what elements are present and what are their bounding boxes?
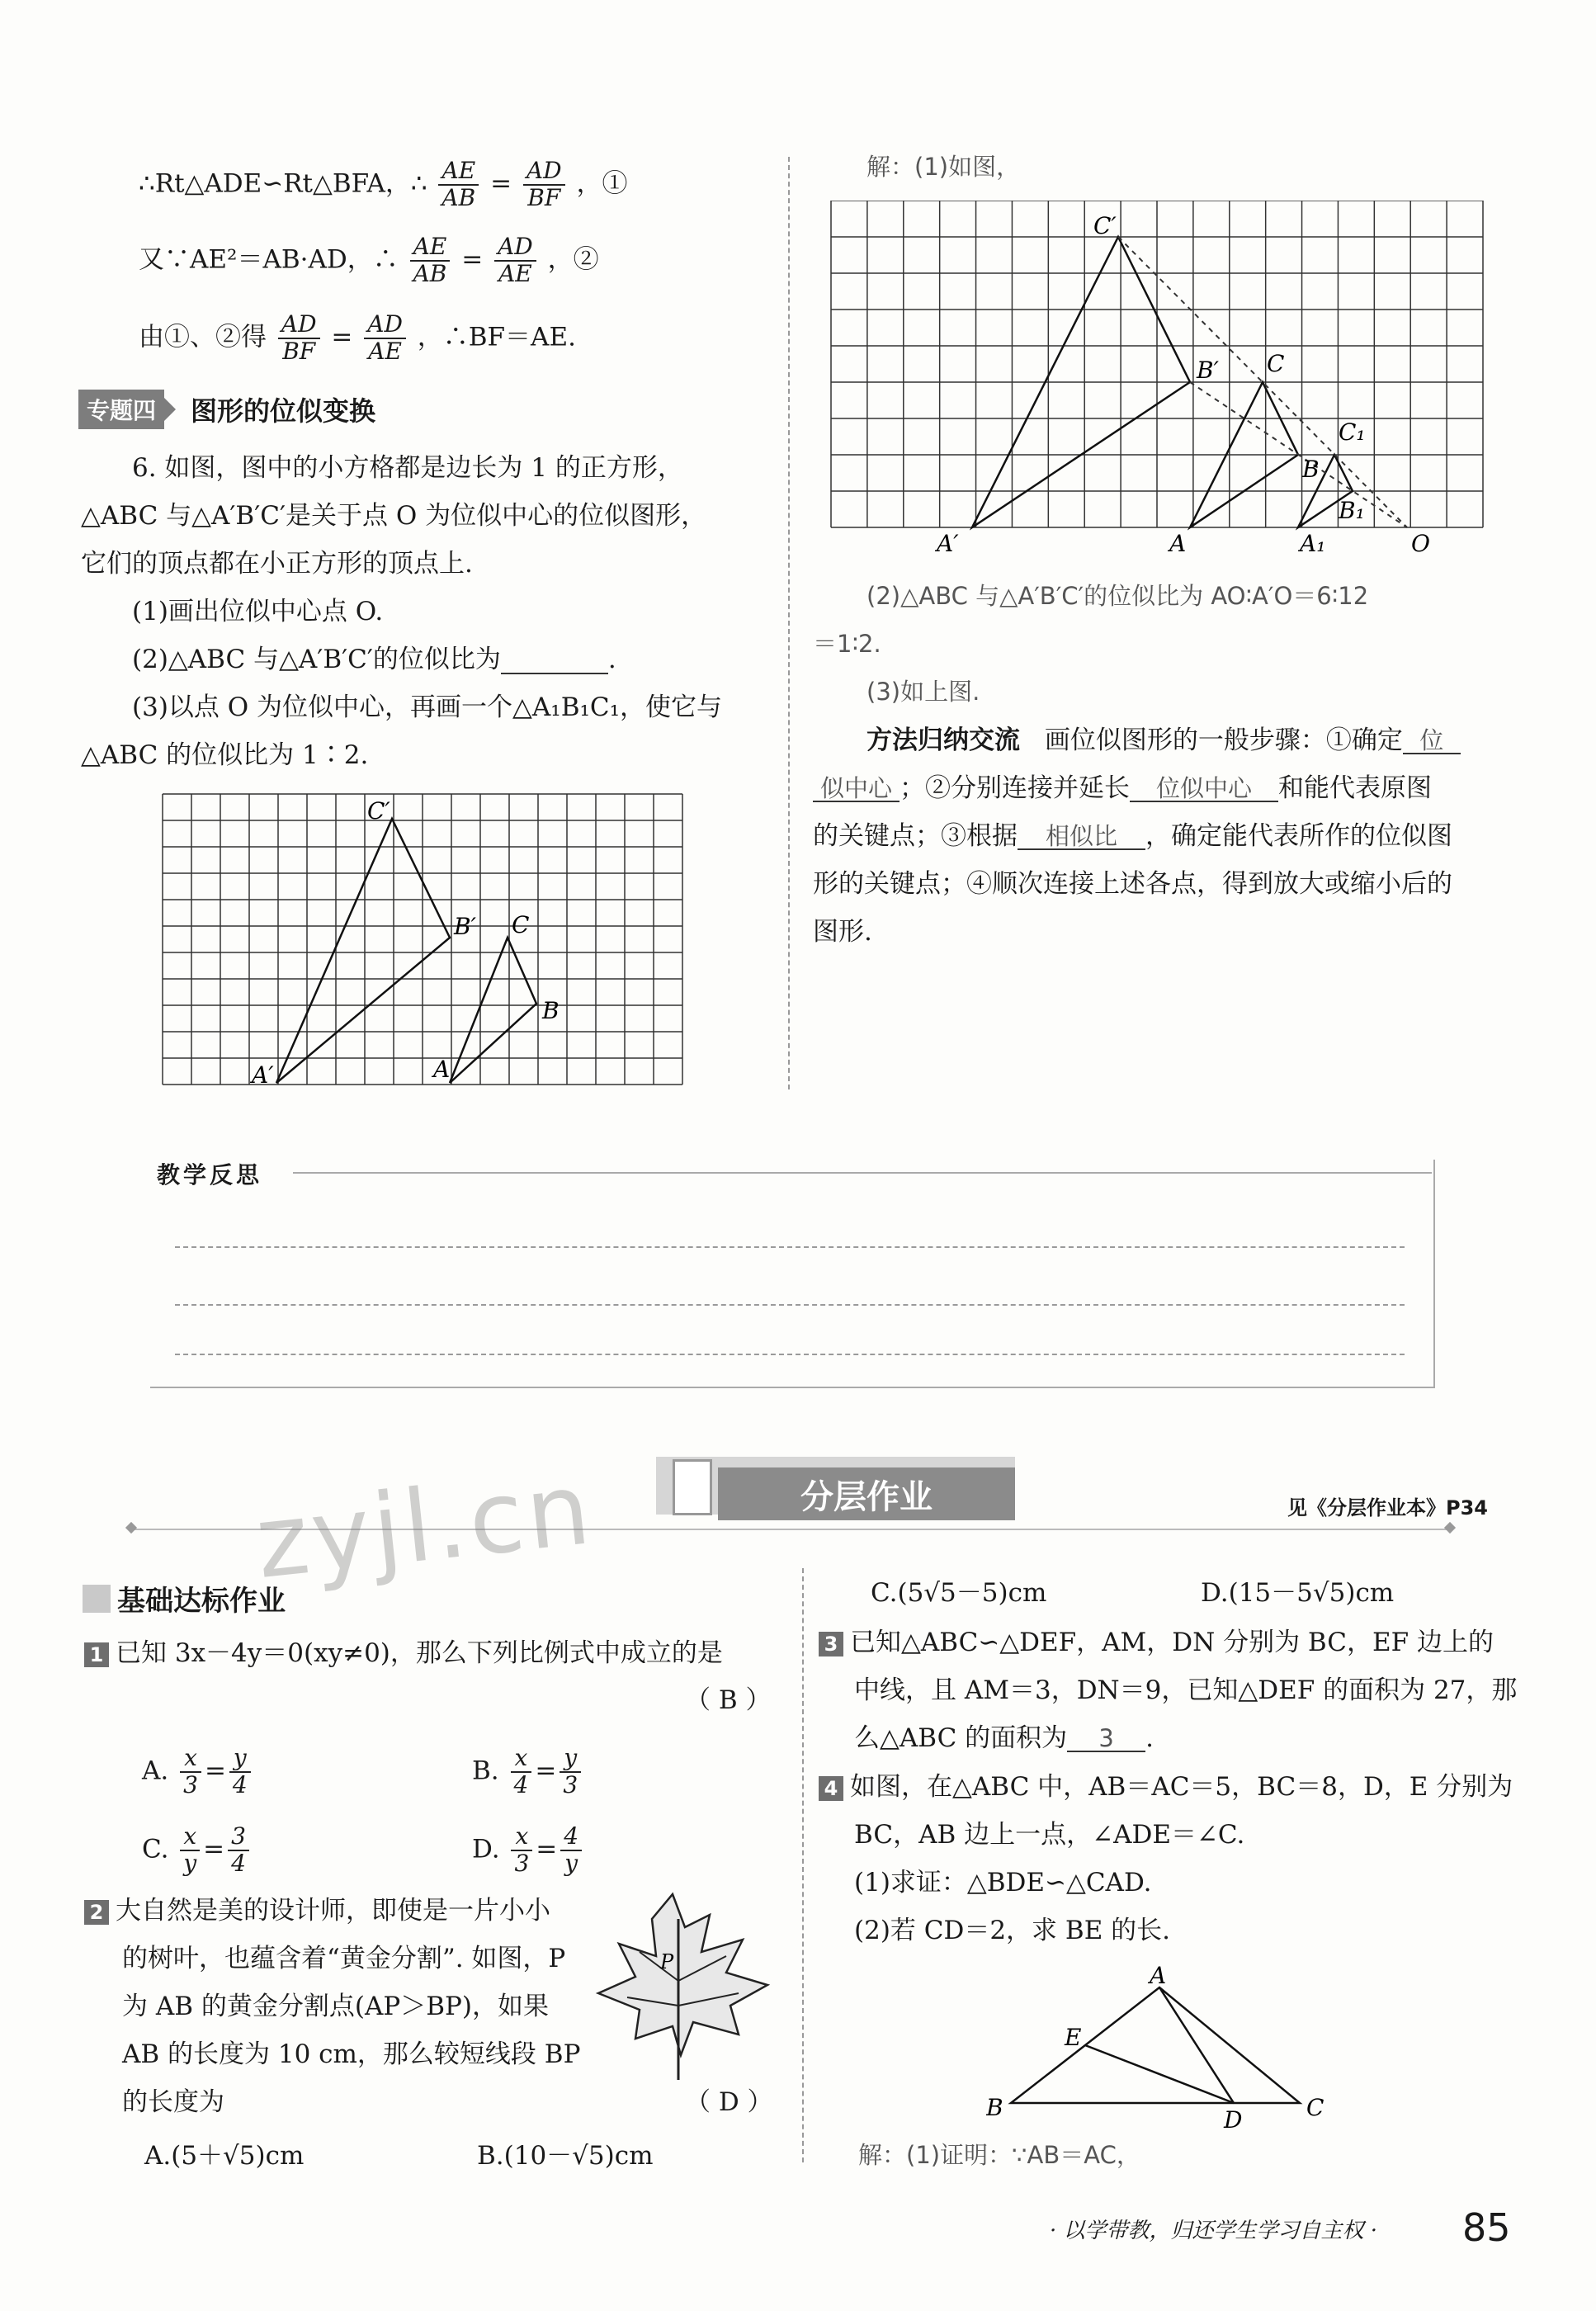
page-number: 85 xyxy=(1462,2205,1511,2250)
q3-line-2: 中线，且 AM＝3，DN＝9，已知△DEF 的面积为 27，那 xyxy=(854,1675,1518,1705)
column-divider xyxy=(788,157,790,1089)
footer-motto: · 以学带教，归还学生学习自主权 · xyxy=(1050,2219,1378,2243)
q2-option-c[interactable]: C.(5√5－5)cm xyxy=(871,1578,1047,1608)
column-divider-bottom xyxy=(802,1568,804,2162)
q3-number: 3 xyxy=(819,1632,843,1656)
reflection-title: 教学反思 xyxy=(157,1161,263,1189)
proof-line-3: 由①、②得 $\frac{AD}{BF}$ = $\frac{AD}{AE}$ ，∴BF＝AE. xyxy=(139,310,576,365)
method-title: 方法归纳交流 xyxy=(866,725,1020,755)
q2-answer: （ D ） xyxy=(685,2087,773,2117)
q4-triangle-figure xyxy=(986,1963,1333,2132)
method-blank-1b[interactable]: 似中心 xyxy=(813,777,900,802)
q4-part-1: (1)求证：△BDE∽△CAD. xyxy=(854,1868,1152,1897)
q4-line-2: BC，AB 边上一点，∠ADE＝∠C. xyxy=(854,1820,1245,1850)
q2-line-1: 2 大自然是美的设计师，即使是一片小小 xyxy=(84,1898,550,1925)
q2-line-2: 的树叶，也蕴含着“黄金分割”. 如图，P xyxy=(122,1944,566,1973)
q4-number: 4 xyxy=(819,1776,843,1801)
solution-part-3: (3)如上图. xyxy=(866,678,980,706)
q3-blank[interactable]: 3 xyxy=(1067,1727,1145,1752)
solution-intro: 解：(1)如图， xyxy=(866,153,1021,181)
label-a: A xyxy=(1169,530,1187,557)
q2-option-a[interactable]: A.(5＋√5)cm xyxy=(144,2141,305,2171)
solution-part-2b: ＝1∶2. xyxy=(813,630,881,658)
q1-stem: 1 已知 3x－4y＝0(xy≠0)，那么下列比例式中成立的是 xyxy=(84,1641,723,1667)
label-c-prime: C′ xyxy=(367,797,390,825)
q6-part-3: (3)以点 O 为位似中心，再画一个△A₁B₁C₁，使它与 xyxy=(132,692,723,722)
solution-part-2a: (2)△ABC 与△A′B′C′的位似比为 AO∶A′O＝6∶12 xyxy=(866,582,1369,610)
label-a: A xyxy=(433,1056,451,1083)
basic-title: 基础达标作业 xyxy=(117,1585,286,1618)
q2-option-b[interactable]: B.(10－√5)cm xyxy=(477,2141,654,2171)
triangle-abc xyxy=(450,938,536,1083)
reflection-line-3[interactable] xyxy=(175,1354,1405,1355)
label-b: B xyxy=(1302,456,1320,483)
q3-line-3: 么△ABC 的面积为 3 . xyxy=(854,1723,1155,1753)
layered-title: 分层作业 xyxy=(800,1477,933,1516)
q2-line-5: 的长度为 xyxy=(122,2087,224,2117)
q2-option-d[interactable]: D.(15－5√5)cm xyxy=(1201,1578,1395,1608)
q1-option-a[interactable]: A. $\frac{x}{3}$ = $\frac{y}{4}$ xyxy=(142,1746,254,1798)
q6-part-1: (1)画出位似中心点 O. xyxy=(132,597,384,626)
layered-reference: 见《分层作业本》P34 xyxy=(1287,1496,1488,1519)
q6-line-3: 它们的顶点都在小正方形的顶点上. xyxy=(81,549,473,579)
method-line-5: 图形. xyxy=(813,917,872,947)
layered-banner-inner xyxy=(718,1467,1015,1520)
topic-header xyxy=(78,390,375,429)
banner-rule-right-diamond xyxy=(1444,1522,1456,1534)
pencil-icon xyxy=(83,1585,111,1613)
method-line-4: 形的关键点；④顺次连接上述各点，得到放大或缩小后的 xyxy=(813,869,1452,899)
q1-number: 1 xyxy=(84,1642,109,1667)
watermark: zyjl.cn xyxy=(250,1452,599,1601)
q6-blank[interactable] xyxy=(501,647,608,674)
basic-header xyxy=(83,1578,286,1619)
q1-answer: （ B ） xyxy=(685,1685,772,1715)
label-a-prime: A′ xyxy=(252,1061,274,1088)
triangle-abc-prime xyxy=(276,819,450,1083)
q6-part-3b: △ABC 的位似比为 1∶2. xyxy=(81,740,369,770)
label-b: B xyxy=(986,2094,1003,2121)
label-c: C xyxy=(1306,2094,1324,2121)
label-c-prime: C′ xyxy=(1093,212,1117,239)
label-b1: B₁ xyxy=(1339,497,1365,524)
right-grid-figure xyxy=(829,201,1490,564)
method-line-3: 的关键点；③根据 相似比 ，确定能代表所作的位似图 xyxy=(813,821,1452,851)
maple-leaf-icon xyxy=(594,1890,772,2084)
banner-rule-left-diamond xyxy=(125,1522,137,1534)
left-grid-figure xyxy=(161,792,689,1088)
reflection-line-1[interactable] xyxy=(175,1246,1405,1248)
label-b-prime: B′ xyxy=(454,913,476,940)
leaf-label-p: P xyxy=(660,1950,674,1973)
label-c1: C₁ xyxy=(1339,418,1366,446)
q1-option-c[interactable]: C. $\frac{x}{y}$ = $\frac{3}{4}$ xyxy=(142,1824,253,1877)
method-line-2: 似中心 ；②分别连接并延长 位似中心 和能代表原图 xyxy=(813,776,1432,802)
q1-option-b[interactable]: B. $\frac{x}{4}$ = $\frac{y}{3}$ xyxy=(472,1746,584,1798)
topic-badge: 专题四 xyxy=(78,390,164,429)
q3-line-1: 3 已知△ABC∽△DEF，AM，DN 分别为 BC，EF 边上的 xyxy=(819,1630,1494,1656)
q6-line-2: △ABC 与△A′B′C′是关于点 O 为位似中心的位似图形， xyxy=(81,501,707,531)
proof-line-1: ∴Rt△ADE∽Rt△BFA，∴ $\frac{AE}{AB}$ = $\frac{AD}{BF}$ ，① xyxy=(139,157,628,211)
label-b: B xyxy=(542,997,560,1024)
label-a1: A₁ xyxy=(1300,530,1326,557)
q4-solution: 解：(1)证明：∵AB＝AC， xyxy=(858,2141,1140,2169)
method-blank-2[interactable]: 位似中心 xyxy=(1130,777,1278,802)
q2-number: 2 xyxy=(84,1900,109,1925)
reflection-top-rule xyxy=(293,1172,1432,1174)
method-line-1: 方法归纳交流 画位似图形的一般步骤：①确定 位 xyxy=(866,728,1461,754)
method-blank-3[interactable]: 相似比 xyxy=(1018,825,1145,850)
label-d: D xyxy=(1224,2106,1243,2132)
proof-line-2: 又∵AE²＝AB·AD，∴ $\frac{AE}{AB}$ = $\frac{AD}{AE}$ ，② xyxy=(139,233,599,287)
label-o: O xyxy=(1411,530,1430,557)
label-e: E xyxy=(1065,2024,1082,2051)
topic-title: 图形的位似变换 xyxy=(191,395,376,427)
q1-option-d[interactable]: D. $\frac{x}{3}$ = $\frac{4}{y}$ xyxy=(472,1824,585,1877)
document-icon xyxy=(673,1459,712,1515)
label-c: C xyxy=(512,911,530,938)
label-a-prime: A′ xyxy=(937,530,959,557)
label-a: A xyxy=(1150,1963,1167,1989)
reflection-line-2[interactable] xyxy=(175,1304,1405,1306)
label-c: C xyxy=(1267,350,1285,377)
q4-part-2: (2)若 CD＝2，求 BE 的长. xyxy=(854,1916,1171,1945)
q2-line-4: AB 的长度为 10 cm，那么较短线段 BP xyxy=(122,2039,581,2069)
q6-part-2: (2)△ABC 与△A′B′C′的位似比为 . xyxy=(132,645,616,674)
method-blank-1a[interactable]: 位 xyxy=(1403,729,1461,754)
q4-line-1: 4 如图，在△ABC 中，AB＝AC＝5，BC＝8，D，E 分别为 xyxy=(819,1775,1513,1801)
chevron-right-icon xyxy=(164,398,176,421)
q6-line-1: 6. 如图，图中的小方格都是边长为 1 的正方形， xyxy=(132,453,683,483)
label-b-prime: B′ xyxy=(1197,357,1219,384)
q2-line-3: 为 AB 的黄金分割点(AP＞BP)，如果 xyxy=(122,1992,549,2021)
